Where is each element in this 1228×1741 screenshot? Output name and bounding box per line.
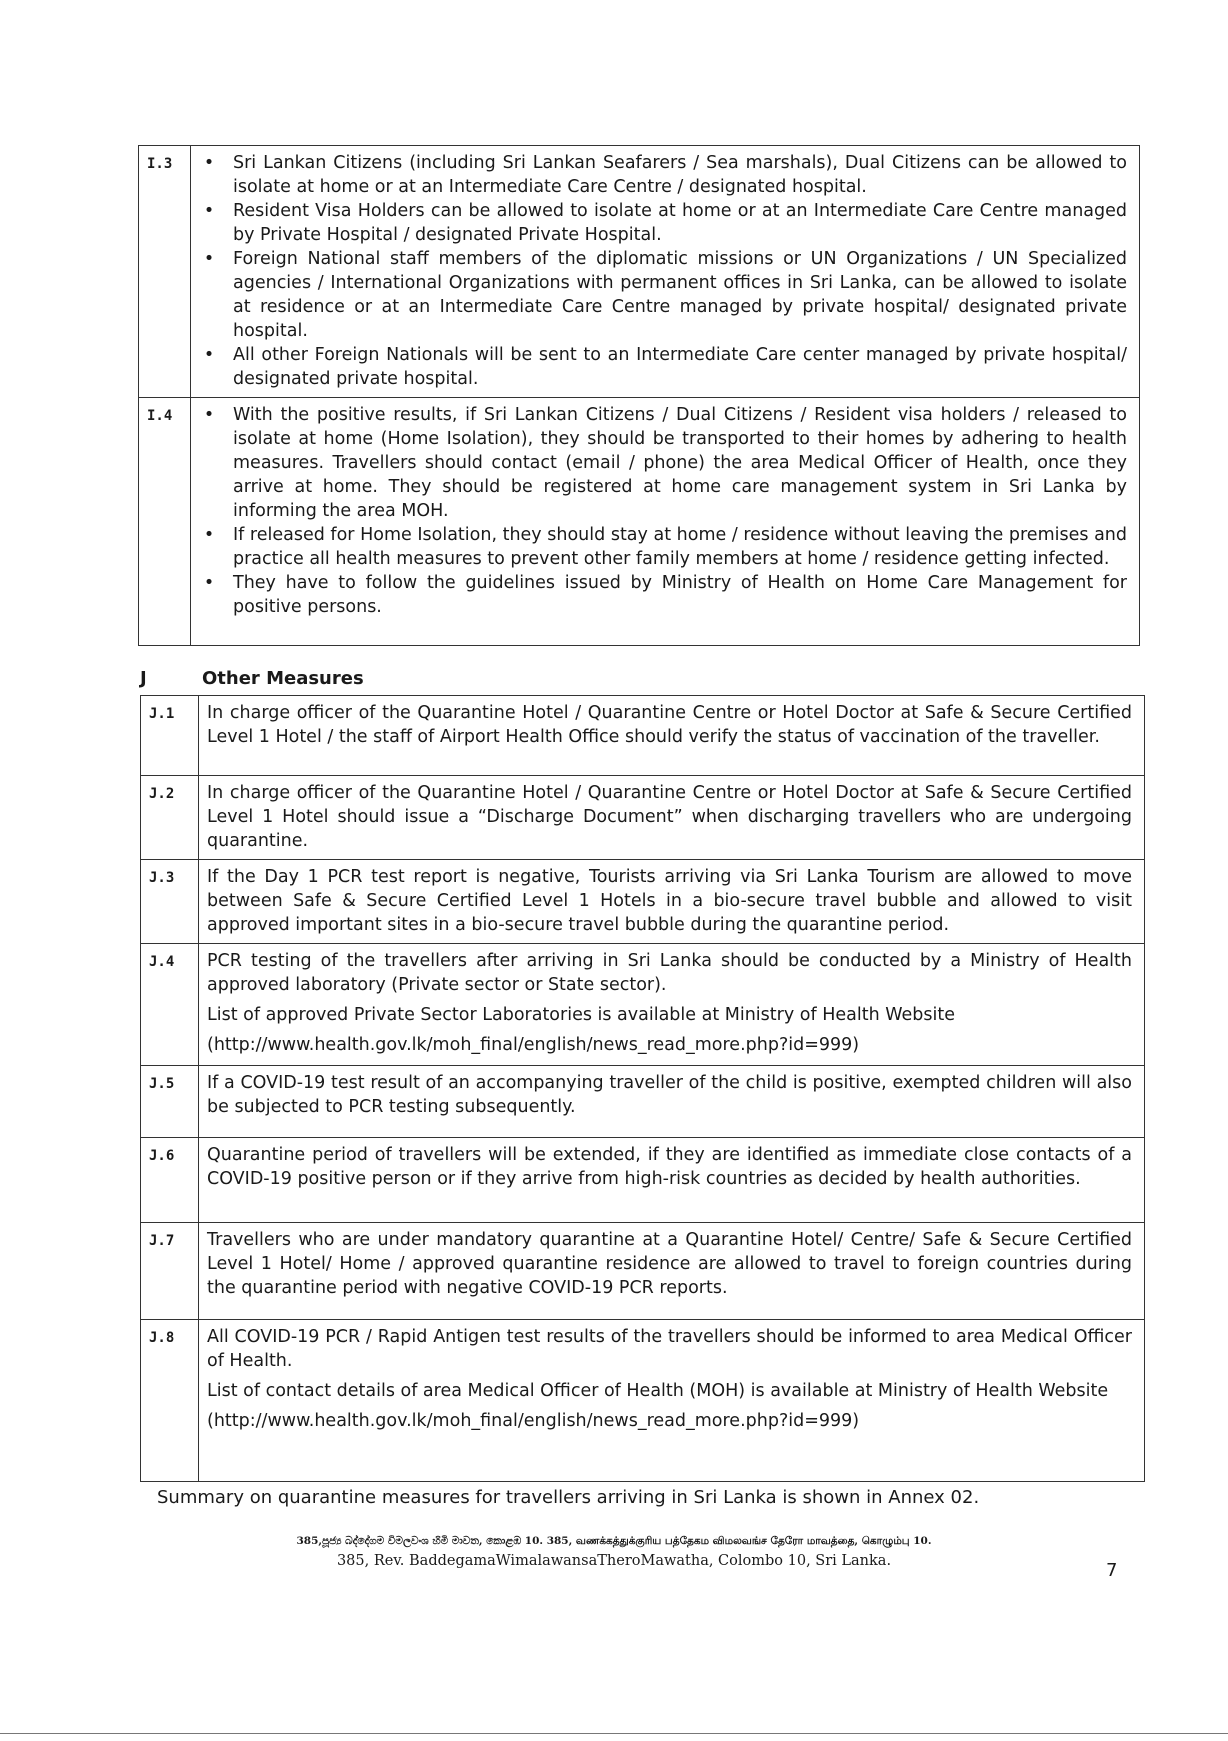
footer-address: 385, Rev. BaddegamaWimalawansaTheroMawatha, Colombo 10, Sri Lanka. bbox=[336, 1553, 892, 1569]
table-row bbox=[141, 696, 1145, 776]
row-code: J.1 bbox=[141, 696, 199, 776]
row-content bbox=[199, 944, 1145, 1066]
list-item: • They have to follow the guidelines issued by Ministry of Health on Home Care Management for positive persons. bbox=[233, 571, 1127, 619]
row-content bbox=[199, 860, 1145, 944]
table-row bbox=[141, 1138, 1145, 1223]
row-code: I.3 bbox=[139, 146, 191, 398]
table-row bbox=[141, 1223, 1145, 1320]
section-code: J bbox=[140, 668, 147, 689]
row-content bbox=[191, 398, 1140, 646]
bullet-list bbox=[199, 403, 1127, 619]
row-text-secondary: List of contact details of area Medical Officer of Health (MOH) is available at Ministry of Health Website bbox=[207, 1381, 1109, 1401]
row-content bbox=[199, 1223, 1145, 1320]
row-text-secondary: List of approved Private Sector Laboratories is available at Ministry of Health Website bbox=[207, 1005, 955, 1025]
bottom-divider bbox=[0, 1733, 1228, 1734]
summary-note: Summary on quarantine measures for travellers arriving in Sri Lanka is shown in Annex 02. bbox=[157, 1487, 980, 1508]
list-item: • Resident Visa Holders can be allowed to isolate at home or at an Intermediate Care Centre managed by Private Hospital / designated Private Hospital. bbox=[233, 199, 1127, 247]
table-row bbox=[139, 146, 1140, 398]
row-text: In charge officer of the Quarantine Hotel / Quarantine Centre or Hotel Doctor at Safe & Secure Certified Level 1 Hotel / the staff of Airport Health Office should verify the status of vaccination of the traveller. bbox=[207, 703, 1132, 747]
row-text: All COVID-19 PCR / Rapid Antigen test results of the travellers should be informed to area Medical Officer of Health. bbox=[207, 1327, 1132, 1371]
table-row bbox=[141, 776, 1145, 860]
row-code: J.5 bbox=[141, 1066, 199, 1138]
website-link[interactable]: (http://www.health.gov.lk/moh_final/english/news_read_more.php?id=999) bbox=[207, 1411, 860, 1431]
row-code: I.4 bbox=[139, 398, 191, 646]
row-code: J.6 bbox=[141, 1138, 199, 1223]
section-heading bbox=[140, 668, 364, 689]
list-item: • With the positive results, if Sri Lankan Citizens / Dual Citizens / Resident visa holders / released to isolate at home (Home Isolation), they should be transported to their homes by adhering to health measures. Travellers should contact (email / phone) the area Medical Officer of Health, once they arrive at home. They should be registered at home care management system in Sri Lanka by informing the area MOH. bbox=[233, 403, 1127, 523]
page-number: 7 bbox=[1106, 1560, 1118, 1581]
list-item: • Foreign National staff members of the diplomatic missions or UN Organizations / UN Specialized agencies / International Organizations with permanent offices in Sri Lanka, can be allowed to isolate at residence or at an Intermediate Care Centre managed by private hospital/ designated private hospital. bbox=[233, 247, 1127, 343]
row-code: J.2 bbox=[141, 776, 199, 860]
list-item: • If released for Home Isolation, they should stay at home / residence without leaving the premises and practice all health measures to prevent other family members at home / residence getting infected. bbox=[233, 523, 1127, 571]
bullet-list bbox=[199, 151, 1127, 391]
row-content bbox=[199, 1320, 1145, 1482]
section-title: Other Measures bbox=[202, 668, 364, 689]
row-content bbox=[191, 146, 1140, 398]
list-item: • Sri Lankan Citizens (including Sri Lankan Seafarers / Sea marshals), Dual Citizens can be allowed to isolate at home or at an Intermediate Care Centre / designated hospital. bbox=[233, 151, 1127, 199]
row-text: Quarantine period of travellers will be extended, if they are identified as immediate close contacts of a COVID-19 positive person or if they arrive from high-risk countries as decided by health authorities. bbox=[207, 1145, 1132, 1189]
row-text: If the Day 1 PCR test report is negative, Tourists arriving via Sri Lanka Tourism are allowed to move between Safe & Secure Certified Level 1 Hotels in a bio-secure travel bubble and allowed to visit approved important sites in a bio-secure travel bubble during the quarantine period. bbox=[207, 867, 1132, 935]
table-row bbox=[141, 944, 1145, 1066]
website-link[interactable]: (http://www.health.gov.lk/moh_final/english/news_read_more.php?id=999) bbox=[207, 1035, 860, 1055]
row-text: Travellers who are under mandatory quarantine at a Quarantine Hotel/ Centre/ Safe & Secure Certified Level 1 Hotel/ Home / approved quarantine residence are allowed to travel to foreign countries during the quarantine period with negative COVID-19 PCR reports. bbox=[207, 1230, 1132, 1298]
section-i-table bbox=[138, 145, 1140, 646]
row-text: In charge officer of the Quarantine Hotel / Quarantine Centre or Hotel Doctor at Safe & Secure Certified Level 1 Hotel should issue a “Discharge Document” when discharging travellers who are undergoing quarantine. bbox=[207, 783, 1132, 851]
table-row bbox=[139, 398, 1140, 646]
section-j-table bbox=[140, 695, 1145, 1482]
row-content bbox=[199, 776, 1145, 860]
row-content bbox=[199, 1066, 1145, 1138]
row-code: J.3 bbox=[141, 860, 199, 944]
list-item: • All other Foreign Nationals will be sent to an Intermediate Care center managed by private hospital/ designated private hospital. bbox=[233, 343, 1127, 391]
row-content bbox=[199, 1138, 1145, 1223]
table-row bbox=[141, 860, 1145, 944]
footer-native-address: 385,පූජ්‍ය බද්දේගම විමලවංශ හිමි මාවත, කොළඹ 10. 385, வணக்கத்துக்குரிய பத்தேகம விமலவங்ச தேரோ மாவத்தை, கொழும்பு 10. bbox=[296, 1535, 932, 1547]
row-content bbox=[199, 696, 1145, 776]
row-code: J.8 bbox=[141, 1320, 199, 1482]
table-row bbox=[141, 1320, 1145, 1482]
table-row bbox=[141, 1066, 1145, 1138]
row-code: J.4 bbox=[141, 944, 199, 1066]
row-text: PCR testing of the travellers after arriving in Sri Lanka should be conducted by a Ministry of Health approved laboratory (Private sector or State sector). bbox=[207, 951, 1132, 995]
row-code: J.7 bbox=[141, 1223, 199, 1320]
row-text: If a COVID-19 test result of an accompanying traveller of the child is positive, exempted children will also be subjected to PCR testing subsequently. bbox=[207, 1073, 1132, 1117]
